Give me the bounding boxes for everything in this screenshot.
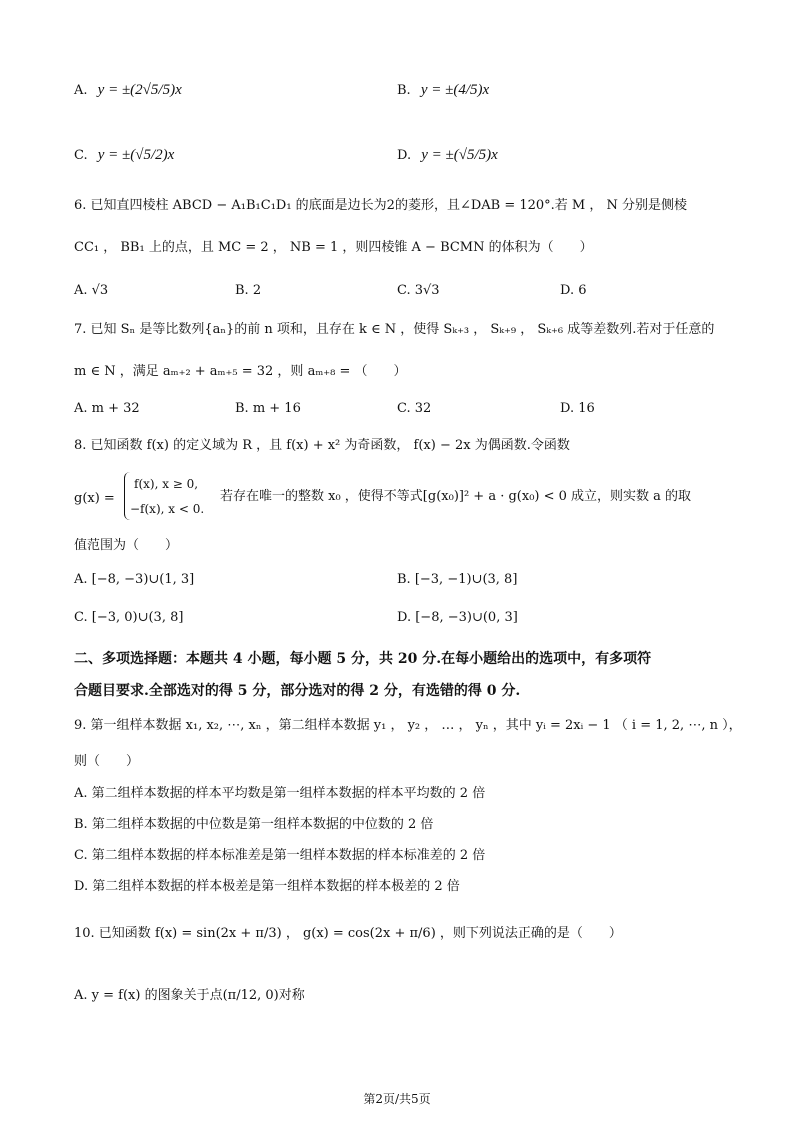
q7-option-a: A. m + 32 — [74, 401, 140, 416]
q6-option-a: A. √3 — [74, 283, 109, 298]
q8-option-a: A. [−8, −3)∪(1, 3] — [74, 572, 195, 587]
q8-g-prefix: g(x) = — [74, 491, 115, 506]
q9-option-b: B. 第二组样本数据的中位数是第一组样本数据的中位数的 2 倍 — [74, 817, 434, 832]
q10-option-a: A. y = f(x) 的图象关于点(π/12, 0)对称 — [74, 988, 305, 1003]
q5-option-c-label: C. — [74, 148, 88, 163]
q5-option-b-expr: y = ±(4/5)x — [420, 82, 490, 98]
q6-stem-line1: 6. 已知直四棱柱 ABCD − A₁B₁C₁D₁ 的底面是边长为2的菱形，且∠DAB = 120°.若 M ， N 分别是侧棱 — [74, 198, 688, 213]
q5-option-b-label: B. — [397, 83, 411, 98]
q9-stem-line2: 则（ ） — [74, 754, 140, 769]
q6-option-c: C. 3√3 — [397, 283, 440, 298]
q8-piece-bottom: −f(x), x < 0. — [130, 502, 205, 516]
q5-option-b-text — [397, 80, 489, 101]
q9-option-c: C. 第二组样本数据的样本标准差是第一组样本数据的样本标准差的 2 倍 — [74, 848, 486, 863]
q7-stem-line1: 7. 已知 Sₙ 是等比数列{aₙ}的前 n 项和，且存在 k ∈ N ，使得 Sₖ₊₃ ， Sₖ₊₉ ， Sₖ₊₆ 成等差数列.若对于任意的 — [74, 322, 715, 337]
q6-stem-line2: CC₁ ， BB₁ 上的点，且 MC = 2 ， NB = 1 ，则四棱锥 A − BCMN 的体积为（ ） — [74, 240, 593, 255]
q8-stem-line3: 值范围为（ ） — [74, 538, 179, 553]
q5-option-c-text — [74, 145, 174, 166]
q5-option-d-label: D. — [397, 148, 412, 163]
section-2-heading-line2: 合题目要求.全部选对的得 5 分，部分选对的得 2 分，有选错的得 0 分. — [74, 683, 521, 699]
q8-option-c: C. [−3, 0)∪(3, 8] — [74, 610, 184, 625]
q7-option-c: C. 32 — [397, 401, 432, 416]
q8-stem-line1: 8. 已知函数 f(x) 的定义域为 R ，且 f(x) + x² 为奇函数， f(x) − 2x 为偶函数.令函数 — [74, 438, 570, 453]
q8-piece-top: f(x), x ≥ 0, — [134, 477, 199, 491]
q8-option-b: B. [−3, −1)∪(3, 8] — [397, 572, 518, 587]
q7-option-d: D. 16 — [560, 401, 595, 416]
q5-option-d-text — [397, 145, 498, 166]
q6-option-d: D. 6 — [560, 283, 587, 298]
q7-stem-line2: m ∈ N ，满足 aₘ₊₂ + aₘ₊₅ = 32 ，则 aₘ₊₈ = （ ） — [74, 364, 407, 379]
page-footer: 第2页/共5页 — [363, 1092, 431, 1106]
q7-option-b: B. m + 16 — [235, 401, 301, 416]
q8-stem-line2-tail: 若存在唯一的整数 x₀ ，使得不等式[g(x₀)]² + a · g(x₀) < 0 成立，则实数 a 的取 — [220, 489, 692, 504]
q9-stem-line1: 9. 第一组样本数据 x₁, x₂, ⋯, xₙ ，第二组样本数据 y₁ ， y₂ ， … ， yₙ ，其中 yᵢ = 2xᵢ − 1 （ i = 1, 2, ⋯, n ）， — [74, 718, 742, 733]
q5-option-a-label: A. — [74, 83, 88, 98]
q8-option-d: D. [−8, −3)∪(0, 3] — [397, 610, 518, 625]
q9-option-a: A. 第二组样本数据的样本平均数是第一组样本数据的样本平均数的 2 倍 — [74, 786, 486, 801]
section-2-heading-line1: 二、多项选择题：本题共 4 小题，每小题 5 分，共 20 分.在每小题给出的选项中，有多项符 — [74, 651, 652, 667]
q10-stem-line1: 10. 已知函数 f(x) = sin(2x + π/3) ， g(x) = cos(2x + π/6) ，则下列说法正确的是（ ） — [74, 926, 622, 941]
q6-option-b: B. 2 — [235, 283, 262, 298]
q9-option-d: D. 第二组样本数据的样本极差是第一组样本数据的样本极差的 2 倍 — [74, 879, 460, 894]
q5-option-a-text — [74, 80, 182, 101]
q5-option-d-expr: y = ±(√5/5)x — [421, 147, 498, 163]
q5-option-c-expr: y = ±(√5/2)x — [97, 147, 175, 163]
q5-option-a-expr: y = ±(2√5/5)x — [97, 82, 182, 98]
